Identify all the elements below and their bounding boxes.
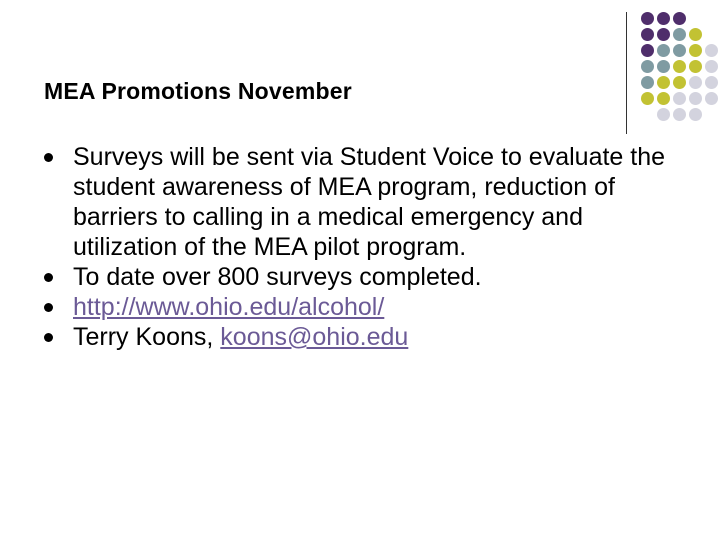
dot-icon xyxy=(689,108,702,121)
dot-icon xyxy=(657,108,670,121)
dot-icon xyxy=(689,44,702,57)
dot-icon xyxy=(641,92,654,105)
dot-icon xyxy=(705,92,718,105)
dot-icon xyxy=(657,44,670,57)
dot-icon xyxy=(705,44,718,57)
bullet-dot-icon xyxy=(44,273,53,282)
bullet-dot-icon xyxy=(44,153,53,162)
dot-icon xyxy=(657,92,670,105)
dot-icon xyxy=(673,76,686,89)
email-link[interactable]: koons@ohio.edu xyxy=(220,323,409,351)
dot-icon xyxy=(689,60,702,73)
dot-icon xyxy=(673,92,686,105)
dot-icon xyxy=(689,76,702,89)
bullet-item-url xyxy=(44,292,694,322)
dot-icon xyxy=(641,28,654,41)
bullet-item-survey xyxy=(44,142,694,262)
dot-icon xyxy=(641,60,654,73)
dot-icon xyxy=(673,60,686,73)
dot-icon xyxy=(657,28,670,41)
website-link[interactable]: http://www.ohio.edu/alcohol/ xyxy=(73,293,385,321)
bullet-dot-icon xyxy=(44,303,53,312)
dot-icon xyxy=(673,28,686,41)
dot-icon xyxy=(689,92,702,105)
bullet-item-contact xyxy=(44,322,694,352)
dot-icon xyxy=(673,44,686,57)
bullet-item-count xyxy=(44,262,694,292)
dot-icon xyxy=(705,60,718,73)
dot-icon xyxy=(641,44,654,57)
bullet-text: To date over 800 surveys completed. xyxy=(73,263,482,291)
dot-icon xyxy=(641,12,654,25)
dot-icon xyxy=(689,28,702,41)
dot-icon xyxy=(657,76,670,89)
dot-icon xyxy=(657,12,670,25)
title-divider xyxy=(626,12,627,134)
dot-icon xyxy=(641,76,654,89)
decorative-dot-grid-icon xyxy=(0,0,720,140)
dot-icon xyxy=(657,60,670,73)
slide-title: MEA Promotions November xyxy=(44,78,352,104)
dot-icon xyxy=(705,76,718,89)
bullet-list xyxy=(44,142,694,352)
dot-icon xyxy=(673,12,686,25)
bullet-dot-icon xyxy=(44,333,53,342)
bullet-text: Surveys will be sent via Student Voice to evaluate the student awareness of MEA program, reduction of barriers to calling in a medical emergency and utilization of the MEA pilot program. xyxy=(73,143,666,261)
dot-icon xyxy=(673,108,686,121)
contact-name: Terry Koons, xyxy=(73,323,214,351)
